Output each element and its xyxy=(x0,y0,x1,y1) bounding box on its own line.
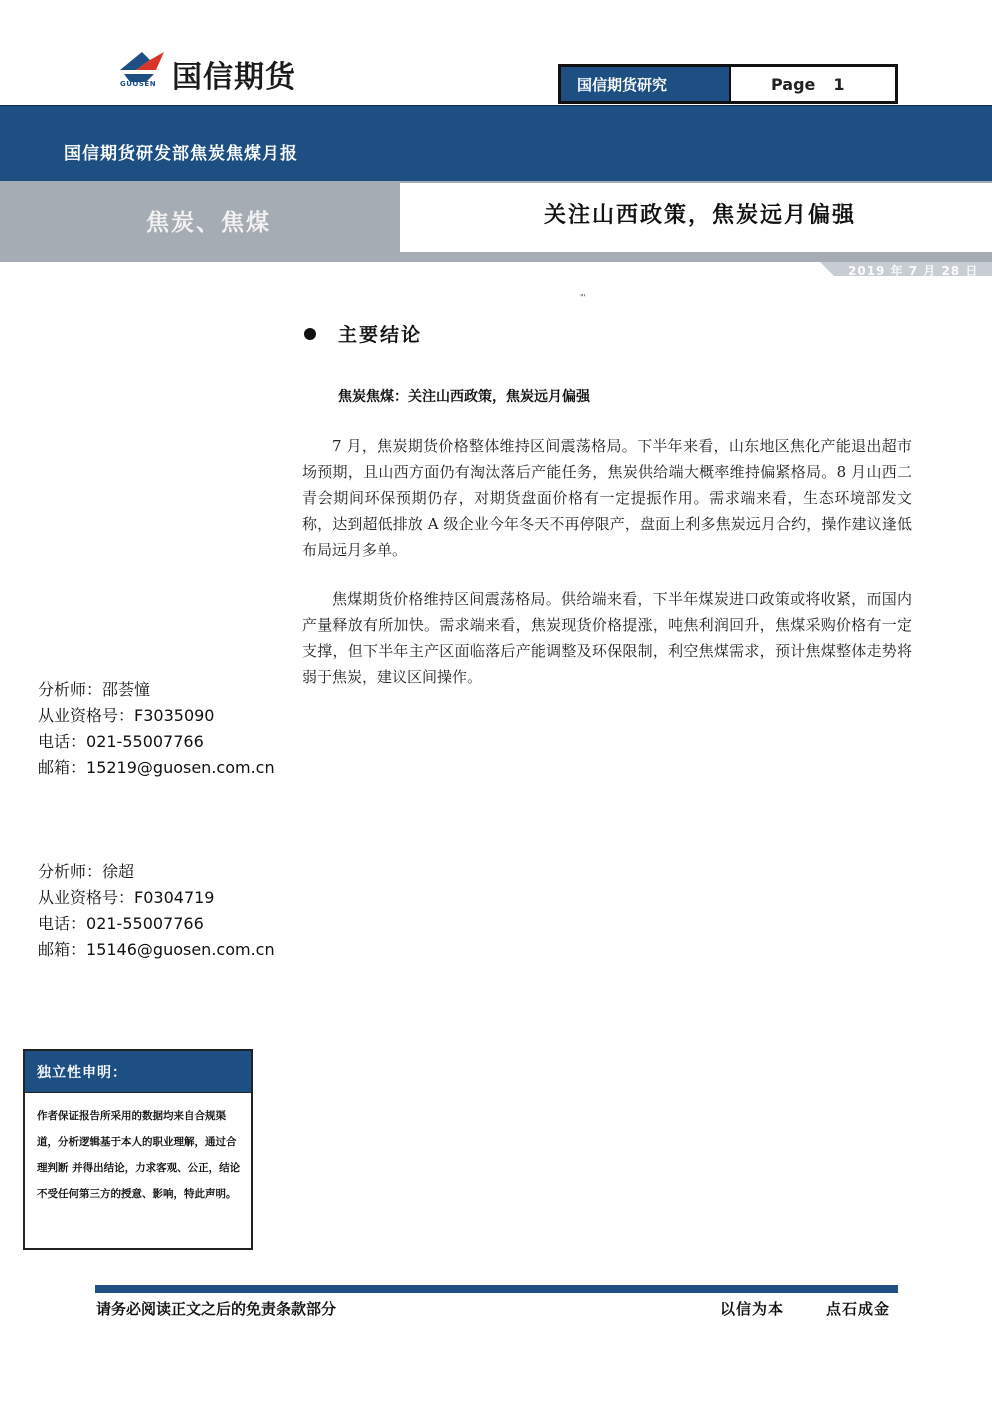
logo-subtext: GUOSEN xyxy=(120,80,157,88)
banner-divider xyxy=(400,181,992,183)
bullet-icon xyxy=(304,328,316,340)
report-date: 2019 年 7 月 28 日 xyxy=(848,264,979,278)
phone-number: 021-55007766 xyxy=(86,732,204,751)
section-title: 主要结论 xyxy=(338,324,423,346)
analyst-name: 邵荟憧 xyxy=(102,680,151,699)
logo-text: 国信期货 xyxy=(172,60,296,95)
paragraph-coke: 7 月，焦炭期货价格整体维持区间震荡格局。下半年来看，山东地区焦化产能退出超市场预期，且山西方面仍有淘汰落后产能任务，焦炭供给端大概率维持偏紧格局。8 月山西二青会期间环保预期仍存，对期货盘面价格有一定提振作用。需求端来看，生态环境部发文称，达到超低排放 A 级企业今年冬天不再停限产，盘面上利多焦炭远月合约，操作建议逢低布局远月多单。 xyxy=(302,437,912,559)
footer-bar xyxy=(95,1285,898,1293)
phone-label: 电话： xyxy=(38,914,87,933)
page-number: 1 xyxy=(833,74,845,94)
declaration-heading: 独立性申明： xyxy=(25,1051,251,1092)
email-address: 15146@guosen.com.cn xyxy=(86,940,275,959)
license-number: F3035090 xyxy=(134,706,215,725)
category-title: 焦炭、焦煤 xyxy=(146,209,271,236)
disclaimer-notice: 请务必阅读正文之后的免责条款部分 xyxy=(96,1300,337,1318)
footer-motto-2: 点石成金 xyxy=(826,1300,891,1318)
banner-bottom-strip xyxy=(0,252,992,262)
analyst-phone-line xyxy=(38,911,275,937)
analyst-license-line xyxy=(38,885,275,911)
analyst-email-line xyxy=(38,937,275,963)
analyst-name-line xyxy=(38,859,275,885)
phone-label: 电话： xyxy=(38,732,87,751)
analyst-card xyxy=(38,859,275,963)
header-page-box xyxy=(558,64,898,104)
license-label: 从业资格号： xyxy=(38,888,135,907)
email-address: 15219@guosen.com.cn xyxy=(86,758,275,777)
paragraph-coking-coal: 焦煤期货价格维持区间震荡格局。供给端来看，下半年煤炭进口政策或将收紧，而国内产量释放有所加快。需求端来看，焦炭现货价格提涨，吨焦利润回升，焦煤采购价格有一定支撑，但下半年主产区面临落后产能调整及环保限制，利空焦煤需求，预计焦煤整体走势将弱于焦炭，建议区间操作。 xyxy=(302,590,912,686)
company-logo xyxy=(116,48,346,94)
independence-declaration xyxy=(23,1049,253,1250)
department-label: 国信期货研究 xyxy=(561,67,729,101)
license-label: 从业资格号： xyxy=(38,706,135,725)
report-title: 关注山西政策，焦炭远月偏强 xyxy=(544,202,857,228)
phone-number: 021-55007766 xyxy=(86,914,204,933)
tiny-mark: "' xyxy=(580,293,586,302)
report-series-title: 国信期货研发部焦炭焦煤月报 xyxy=(64,144,298,164)
declaration-body: 作者保证报告所采用的数据均来自合规渠道，分析逻辑基于本人的职业理解，通过合理判断 并得出结论，力求客观、公正，结论不受任何第三方的授意、影响，特此声明。 xyxy=(25,1092,251,1207)
footer-motto-1: 以信为本 xyxy=(720,1300,785,1318)
subheading: 焦炭焦煤：关注山西政策，焦炭远月偏强 xyxy=(338,389,590,405)
name-label: 分析师： xyxy=(38,862,103,881)
analyst-email-line xyxy=(38,755,275,781)
page-label: Page xyxy=(771,74,816,94)
analyst-name: 徐超 xyxy=(102,862,135,881)
analyst-phone-line xyxy=(38,729,275,755)
page-indicator xyxy=(729,67,895,101)
email-label: 邮箱： xyxy=(38,758,87,777)
license-number: F0304719 xyxy=(134,888,215,907)
analyst-card xyxy=(38,677,275,781)
analyst-name-line xyxy=(38,677,275,703)
email-label: 邮箱： xyxy=(38,940,87,959)
analyst-license-line xyxy=(38,703,275,729)
name-label: 分析师： xyxy=(38,680,103,699)
